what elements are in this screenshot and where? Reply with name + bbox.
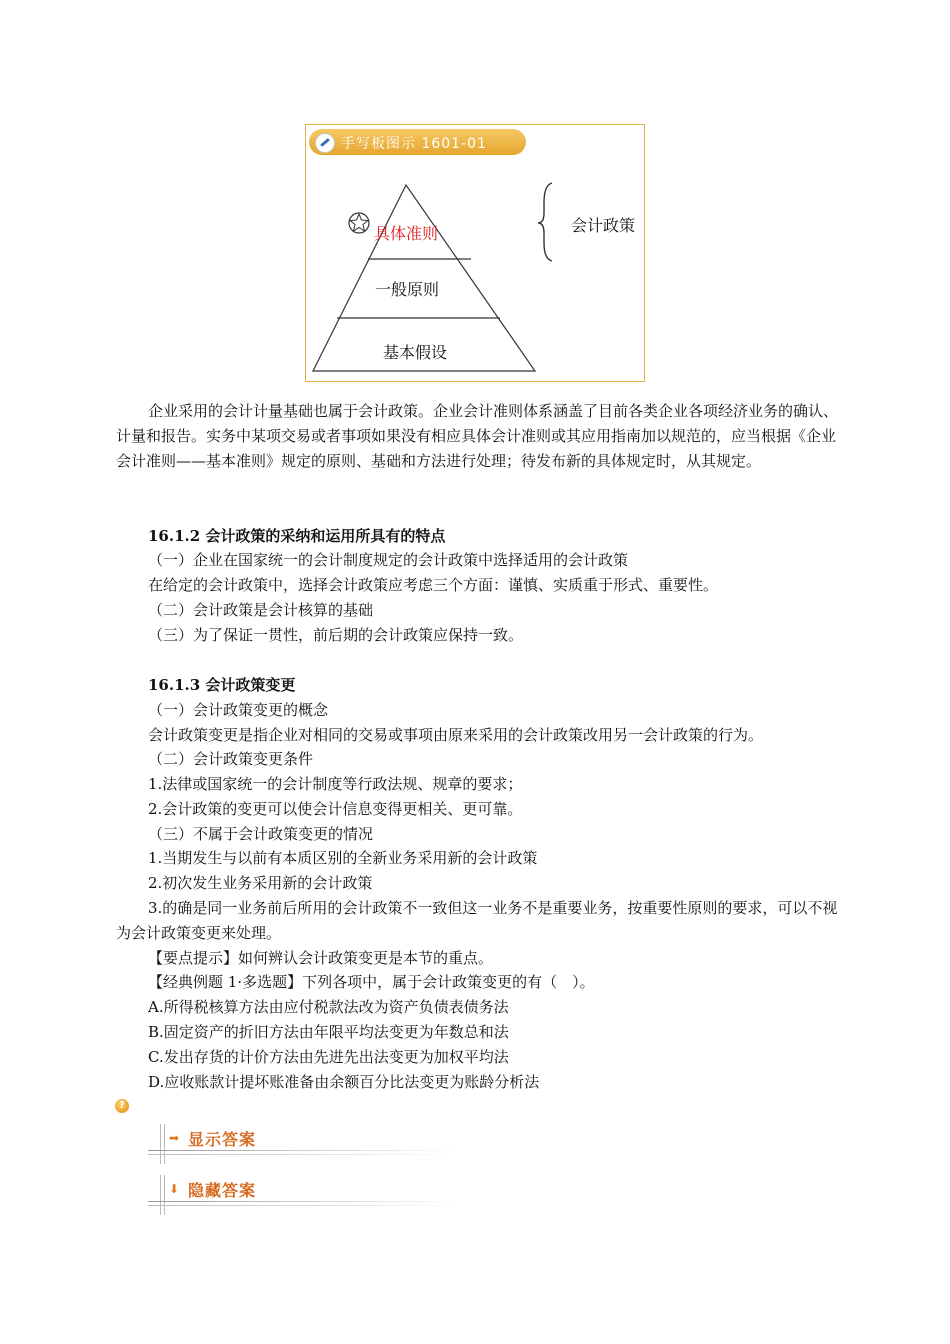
- section-2-line: （二）会计政策是会计核算的基础: [148, 601, 374, 619]
- section-3-line: 1.当期发生与以前有本质区别的全新业务采用新的会计政策: [148, 849, 538, 867]
- section-2-line: 在给定的会计政策中，选择会计政策应考虑三个方面：谨慎、实质重于形式、重要性。: [148, 576, 719, 594]
- label-basic-assumptions: 基本假设: [383, 343, 448, 362]
- section-3-line: 会计政策变更是指企业对相同的交易或事项由原来采用的会计政策改用另一会计政策的行为。: [148, 726, 764, 744]
- section-3-line: 2.会计政策的变更可以使会计信息变得更相关、更可靠。: [148, 800, 523, 818]
- section-2-line: （一）企业在国家统一的会计制度规定的会计政策中选择适用的会计政策: [148, 551, 629, 569]
- star-mark-icon: [349, 213, 369, 233]
- hide-answer-label: 隐藏答案: [188, 1181, 257, 1200]
- brace-shape: [538, 183, 552, 261]
- example-question: 【经典例题 1·多选题】下列各项中，属于会计政策变更的有（ ）。: [148, 973, 595, 991]
- help-icon[interactable]: ?: [115, 1099, 129, 1113]
- show-answer-button[interactable]: [148, 1124, 463, 1164]
- label-specific-standards: 具体准则: [374, 224, 439, 243]
- pyramid-figure: [305, 124, 645, 382]
- option-d: D.应收账款计提坏账准备由余额百分比法变更为账龄分析法: [148, 1073, 540, 1091]
- arrow-down-icon: ⬇: [169, 1182, 180, 1196]
- intro-paragraph: 企业采用的会计计量基础也属于会计政策。企业会计准则体系涵盖了目前各类企业各项经济业务的确认、计量和报告。实务中某项交易或者事项如果没有相应具体会计准则或其应用指南加以规范的，应当根据《企业会计准则——基本准则》规定的原则、基础和方法进行处理；待发布新的具体规定时，从其规定。: [116, 402, 839, 470]
- option-c: C.发出存货的计价方法由先进先出法变更为加权平均法: [148, 1048, 509, 1066]
- section-3-line: （二）会计政策变更条件: [148, 750, 314, 768]
- label-general-principles: 一般原则: [375, 280, 440, 299]
- section-3-line: 1.法律或国家统一的会计制度等行政法规、规章的要求；: [148, 775, 523, 793]
- section-2-line: （三）为了保证一贯性，前后期的会计政策应保持一致。: [148, 626, 524, 644]
- section-heading-16-1-2: 16.1.2 会计政策的采纳和运用所具有的特点: [148, 527, 446, 545]
- section-3-item-3: 3.的确是同一业务前后所用的会计政策不一致但这一业务不是重要业务，按重要性原则的要求，可以不视为会计政策变更来处理。: [116, 899, 838, 942]
- section-3-line: （一）会计政策变更的概念: [148, 701, 329, 719]
- pyramid-diagram: [306, 125, 646, 383]
- option-a: A.所得税核算方法由应付税款法改为资产负债表债务法: [148, 998, 509, 1016]
- option-b: B.固定资产的折旧方法由年限平均法变更为年数总和法: [148, 1023, 509, 1041]
- section-3-line: （三）不属于会计政策变更的情况: [148, 825, 374, 843]
- key-point-tip: 【要点提示】如何辨认会计政策变更是本节的重点。: [148, 949, 494, 967]
- section-3-line: 2.初次发生业务采用新的会计政策: [148, 874, 373, 892]
- label-accounting-policy: 会计政策: [571, 216, 636, 235]
- hide-answer-button[interactable]: [148, 1175, 463, 1215]
- show-answer-label: 显示答案: [188, 1130, 257, 1149]
- arrow-right-icon: ➡: [169, 1131, 180, 1145]
- section-heading-16-1-3: 16.1.3 会计政策变更: [148, 676, 296, 694]
- figure-header-text: 手写板图示 1601-01: [341, 136, 487, 152]
